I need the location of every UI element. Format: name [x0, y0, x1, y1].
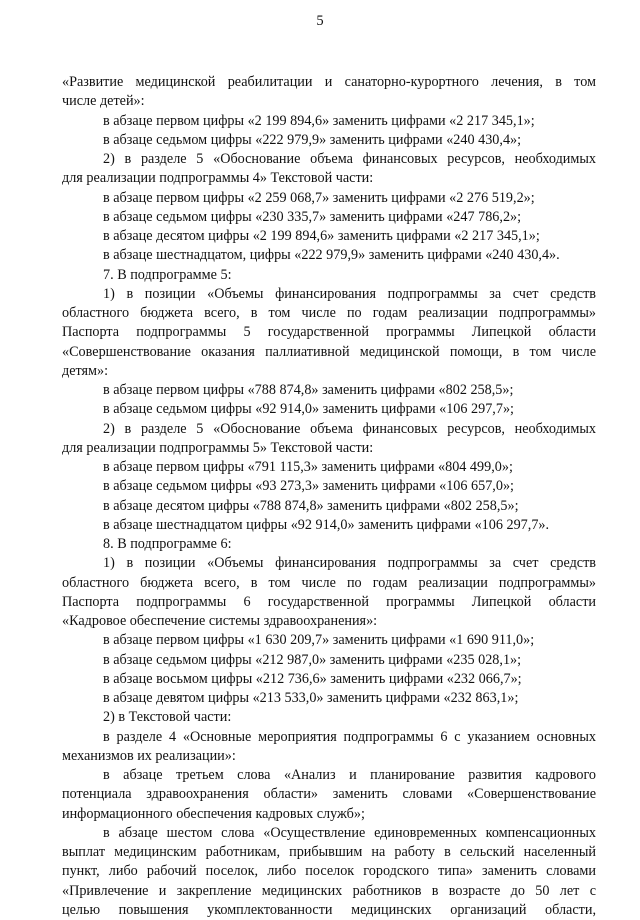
text-line: в абзаце первом цифры «2 199 894,6» заменить цифрами «2 217 345,1»; [103, 112, 535, 129]
text-line: Паспорта подпрограммы 5 государственной программы Липецкой области [62, 324, 596, 341]
text-line: в абзаце седьмом цифры «93 273,3» заменить цифрами «106 657,0»; [103, 478, 514, 495]
text-line: 1) в позиции «Объемы финансирования подпрограммы за счет средств [103, 555, 596, 572]
text-line: в абзаце первом цифры «788 874,8» заменить цифрами «802 258,5»; [103, 382, 514, 398]
text-line: в абзаце шестнадцатом, цифры «222 979,9» заменить цифрами «240 430,4». [103, 247, 560, 264]
text-line: 2) в разделе 5 «Обоснование объема финансовых ресурсов, необходимых [103, 420, 596, 437]
text-line: Паспорта подпрограммы 6 государственной программы Липецкой области [62, 593, 596, 610]
text-line: в абзаце первом цифры «1 630 209,7» заменить цифрами «1 690 911,0»; [103, 632, 535, 649]
text-line: в абзаце десятом цифры «788 874,8» заменить цифрами «802 258,5»; [103, 497, 519, 514]
text-line: в абзаце третьем слова «Анализ и планирование развития кадрового [103, 767, 596, 783]
text-line: 8. В подпрограмме 6: [103, 536, 232, 552]
text-line: потенциала здравоохранения области» заменить словами «Совершенствование [62, 786, 596, 803]
text-line: «Кадровое обеспечение системы здравоохранения»: [62, 613, 378, 629]
text-line: 2) в разделе 5 «Обоснование объема финансовых ресурсов, необходимых [103, 151, 596, 167]
text-line: в абзаце первом цифры «2 259 068,7» заменить цифрами «2 276 519,2»; [103, 189, 535, 206]
document-body [62, 73, 596, 920]
text-line: детям»: [62, 362, 109, 379]
text-line: в абзаце седьмом цифры «222 979,9» заменить цифрами «240 430,4»; [103, 131, 522, 148]
text-line: информационного обеспечения кадровых служб»; [62, 805, 365, 822]
text-line: «Привлечение и закрепление медицинских работников в возрасте до 50 лет с [62, 882, 596, 899]
text-line: 1) в позиции «Объемы финансирования подпрограммы за счет средств [103, 285, 596, 302]
text-line: механизмов их реализации»: [62, 747, 236, 764]
text-line: выплат медицинским работникам, прибывшим на работу в сельский населенный [62, 844, 596, 860]
text-line: для реализации подпрограммы 5» Текстовой части: [62, 439, 374, 456]
text-line: в абзаце седьмом цифры «230 335,7» заменить цифрами «247 786,2»; [103, 208, 522, 225]
text-line: «Развитие медицинской реабилитации и санаторно-курортного лечения, в том [62, 74, 596, 90]
text-line: в абзаце седьмом цифры «212 987,0» заменить цифрами «235 028,1»; [103, 651, 522, 668]
text-line: в абзаце восьмом цифры «212 736,6» заменить цифрами «232 066,7»; [103, 670, 522, 687]
text-line: областного бюджета всего, в том числе по годам реализации подпрограммы» [62, 574, 596, 591]
text-line: пункт, либо рабочий поселок, либо поселок городского типа» заменить словами [62, 863, 596, 880]
text-line: целью повышения укомплектованности медицинских организаций области, [62, 901, 596, 918]
text-line: в абзаце седьмом цифры «92 914,0» заменить цифрами «106 297,7»; [103, 401, 514, 418]
text-line: 7. В подпрограмме 5: [103, 266, 232, 283]
text-line: в абзаце десятом цифры «2 199 894,6» заменить цифрами «2 217 345,1»; [103, 228, 540, 244]
text-line: в абзаце девятом цифры «213 533,0» заменить цифрами «232 863,1»; [103, 690, 519, 706]
text-line: «Совершенствование оказания паллиативной медицинской помощи, в том числе [62, 343, 596, 360]
text-line: 2) в Текстовой части: [103, 709, 232, 726]
text-line: в абзаце шестнадцатом цифры «92 914,0» заменить цифрами «106 297,7». [103, 516, 550, 533]
text-line: областного бюджета всего, в том числе по годам реализации подпрограммы» [62, 305, 596, 321]
text-line: числе детей»: [62, 93, 145, 110]
text-line: в абзаце шестом слова «Осуществление единовременных компенсационных [103, 824, 596, 841]
page-number: 5 [316, 13, 324, 29]
text-line: в разделе 4 «Основные мероприятия подпрограммы 6 с указанием основных [103, 728, 596, 745]
text-line: для реализации подпрограммы 4» Текстовой части: [62, 170, 374, 187]
text-line: в абзаце первом цифры «791 115,3» заменить цифрами «804 499,0»; [103, 459, 513, 475]
